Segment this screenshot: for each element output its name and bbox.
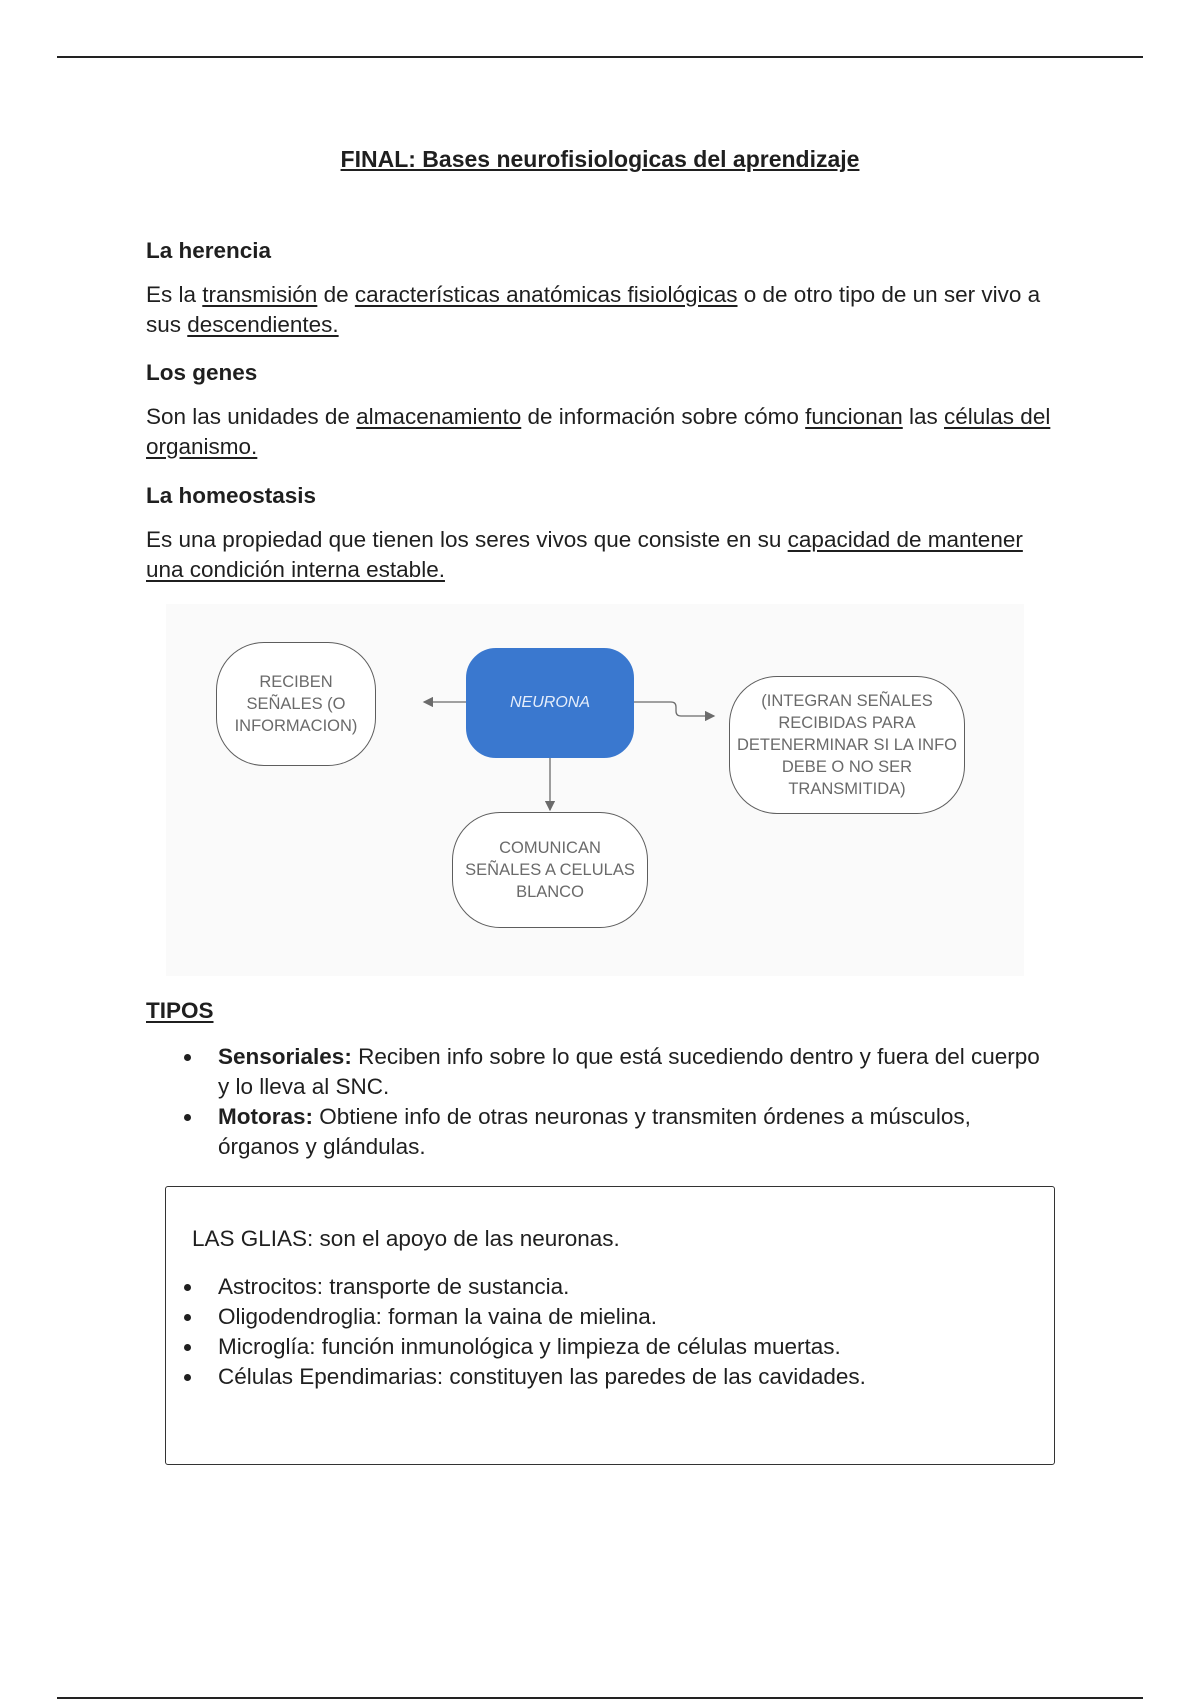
genes-t3: las (902, 404, 945, 429)
glias-heading: LAS GLIAS: son el apoyo de las neuronas. (192, 1226, 620, 1251)
herencia-text (146, 280, 1066, 340)
herencia-u1: transmisión (202, 282, 318, 307)
herencia-u3: descendientes. (187, 312, 339, 337)
heading-homeostasis: La homeostasis (146, 483, 317, 508)
heading-tipos: TIPOS (146, 998, 214, 1023)
glias-list (146, 1272, 1046, 1392)
homeostasis-t1: Es una propiedad que tienen los seres vivos que consiste en su (146, 527, 788, 552)
node-neurona (466, 648, 634, 758)
tipo-text: Obtiene info de otras neuronas y transmiten órdenes a músculos, órganos y glándulas. (218, 1104, 971, 1159)
heading-genes: Los genes (146, 360, 258, 385)
top-rule (57, 56, 1143, 58)
herencia-t1: Es la (146, 282, 203, 307)
list-item (146, 1272, 1046, 1302)
list-item (146, 1332, 1046, 1362)
glia-text: Oligodendroglia: forman la vaina de mielina. (218, 1304, 658, 1329)
bullet-icon (184, 1374, 191, 1381)
section-genes (146, 358, 1066, 462)
genes-t1: Son las unidades de (146, 404, 357, 429)
tipo-text: Reciben info sobre lo que está sucediendo dentro y fuera del cuerpo y lo lleva al SNC. (218, 1044, 1040, 1099)
homeostasis-text (146, 525, 1066, 585)
genes-u1: almacenamiento (356, 404, 522, 429)
node-reciben-label: RECIBEN SEÑALES (O INFORMACION) (234, 673, 358, 735)
tipo-label: Sensoriales: (218, 1044, 352, 1069)
arrow-right (634, 702, 714, 716)
glia-text: Microglía: función inmunológica y limpieza de células muertas. (218, 1334, 841, 1359)
list-item (146, 1102, 1046, 1162)
section-homeostasis (146, 481, 1066, 585)
list-item (146, 1362, 1046, 1392)
glia-text: Células Ependimarias: constituyen las paredes de las cavidades. (218, 1364, 866, 1389)
node-integran (729, 676, 965, 814)
bullet-icon (184, 1314, 191, 1321)
neurona-diagram (166, 604, 1024, 976)
node-neurona-label: NEURONA (509, 694, 590, 711)
bullet-icon (184, 1284, 191, 1291)
genes-u3: células del organismo. (146, 404, 1051, 459)
node-reciben (216, 642, 376, 766)
genes-t2: de información sobre cómo (521, 404, 806, 429)
tipos-list (146, 1042, 1046, 1162)
herencia-u2: características anatómicas fisiológicas (354, 282, 738, 307)
homeostasis-u1: capacidad de mantener una condición interna estable. (146, 527, 1023, 582)
genes-text (146, 402, 1066, 462)
herencia-t2: de (317, 282, 355, 307)
page-title: FINAL: Bases neurofisiologicas del aprendizaje (340, 146, 860, 172)
node-integran-label: (INTEGRAN SEÑALES RECIBIDAS PARA DETENERMINAR SI LA INFO DEBE O NO SER TRANSMITIDA) (736, 692, 958, 798)
bullet-icon (184, 1114, 191, 1121)
bottom-rule (57, 1697, 1143, 1699)
herencia-t3: o de otro tipo de un ser vivo a sus (146, 282, 1041, 337)
bullet-icon (184, 1054, 191, 1061)
heading-herencia: La herencia (146, 238, 272, 263)
glia-text: Astrocitos: transporte de sustancia. (218, 1274, 570, 1299)
genes-u2: funcionan (805, 404, 903, 429)
node-comunican (452, 812, 648, 928)
list-item (146, 1302, 1046, 1332)
node-comunican-label: COMUNICAN SEÑALES A CELULAS BLANCO (465, 839, 635, 901)
section-herencia (146, 236, 1066, 340)
list-item (146, 1042, 1046, 1102)
bullet-icon (184, 1344, 191, 1351)
tipo-label: Motoras: (218, 1104, 313, 1129)
